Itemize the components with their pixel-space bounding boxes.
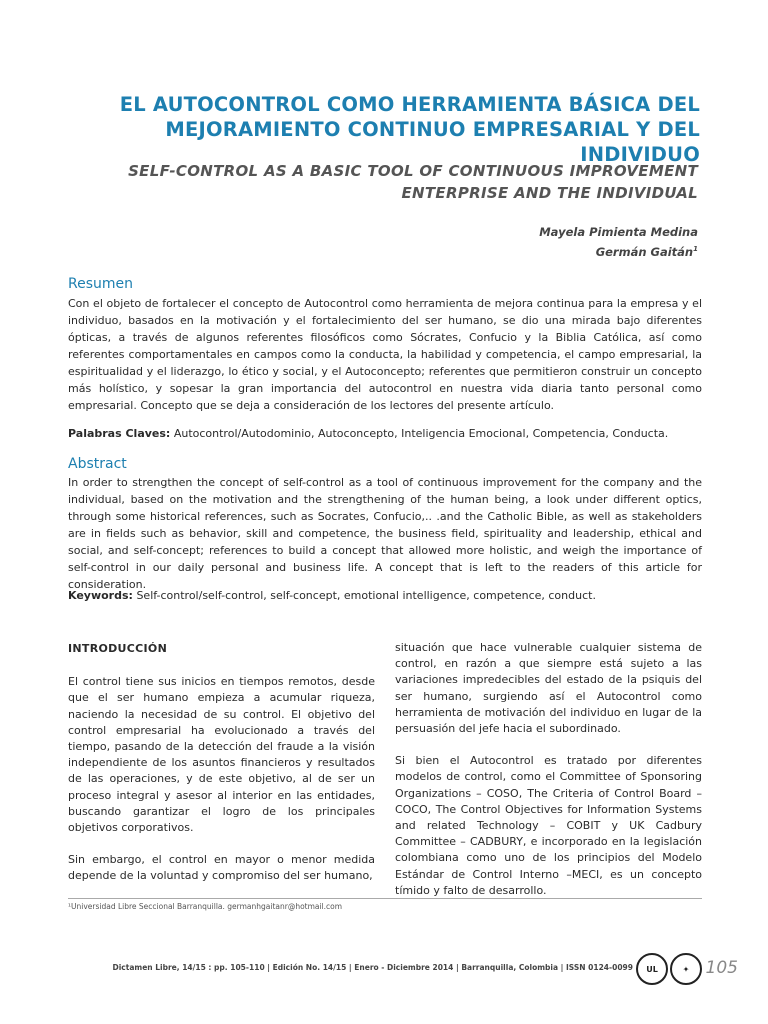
body-left-paragraph-2: Sin embargo, el control en mayor o menor medida depende de la voluntad y compromiso del ser humano, [68,853,375,883]
title-line-2: MEJORAMIENTO CONTINUO EMPRESARIAL Y DEL INDIVIDUO [165,118,700,166]
author-2-footnote-mark: 1 [693,245,698,253]
university-seal-icon: UL [636,953,668,985]
article-title [68,92,700,167]
resumen-text: Con el objeto de fortalecer el concepto de Autocontrol como herramienta de mejora continua para la empresa y el individuo, basados en la motivación y el fortalecimiento del ser humano, se dio una mirada bajo diferentes ópticas, a través de algunos referentes filosóficos como Sócrates, Confucio y la Biblia Católica, así como referentes comportamentales en campos como la conducta, la habilidad y competencia, el campo empresarial, la espiritualidad y el liderazgo, lo ético y social, y el Autoconcepto; referentes que permitieron construir un concepto más holístico, y sopesar la gran importancia del autocontrol en nuestra vida diaria tanto personal como empresarial. Concepto que se deja a consideración de los lectores del presente artículo. [68,297,702,412]
resumen-keywords [68,425,702,442]
abstract-heading: Abstract [68,456,127,472]
author-1: Mayela Pimienta Medina [539,225,698,239]
introduction-heading: INTRODUCCIÓN [68,642,168,655]
authors [539,224,698,261]
page-number: 105 [705,958,738,978]
resumen-keywords-values: Autocontrol/Autodominio, Autoconcepto, Inteligencia Emocional, Competencia, Conducta. [173,427,669,440]
body-right-column [395,640,702,915]
title-line-1: EL AUTOCONTROL COMO HERRAMIENTA BÁSICA DEL [119,93,700,116]
abstract-keywords-label: Keywords: [68,589,133,602]
article-subtitle [80,160,698,204]
body-right-paragraph-2: Si bien el Autocontrol es tratado por diferentes modelos de control, como el Committee of Sponsoring Organizations – COSO, The Criteria of Control Board – COCO, The Control Objectives for Information Systems and related Technology – COBIT y UK Cadbury Committee – CADBURY, e incorporado en la legislación colombiana como uno de los principios del Modelo Estándar de Control Interno –MECI, es un concepto tímido y falto de desarrollo. [395,754,702,897]
resumen-heading: Resumen [68,276,134,292]
author-2 [539,241,698,261]
author-2-name: Germán Gaitán [595,244,694,259]
abstract-keywords-values: Self-control/self-control, self-concept, emotional intelligence, competence, conduct. [136,589,596,602]
body-right-paragraph-1: situación que hace vulnerable cualquier sistema de control, en razón a que siempre está sujeto a las variaciones impredecibles del estado de la psiquis del ser humano, surgiendo así el Autocontrol como herramienta de motivación del individuo en lugar de la persuasión del jefe hacia el subordinado. [395,641,702,736]
body-left-column [68,641,375,901]
footnote: ¹Universidad Libre Seccional Barranquilla. germanhgaitanr@hotmail.com [68,902,343,911]
journal-footer: Dictamen Libre, 14/15 : pp. 105-110 | Edición No. 14/15 | Enero - Diciembre 2014 | Barranquilla, Colombia | ISSN 0124-0099 [112,963,633,972]
subtitle-line-2: ENTERPRISE AND THE INDIVIDUAL [401,184,698,202]
abstract-keywords [68,587,702,604]
abstract-text: In order to strengthen the concept of self-control as a tool of continuous improvement for the company and the individual, based on the motivation and the strengthening of the human being, a look under different optics, through some historical references, such as Socrates, Confucio,.. .and the Catholic Bible, as well as stakeholders are in fields such as behavior, skill and competence, the business field, spirituality and leadership, ethical and social, and self-concept; references to build a concept that allowed more holistic, and weigh the importance of self-control in our daily personal and business life. A concept that is left to the readers of this article for consideration. [68,476,702,591]
crest-icon: ✦ [670,953,702,985]
footnote-rule [68,898,702,899]
subtitle-line-1: SELF-CONTROL AS A BASIC TOOL OF CONTINUOUS IMPROVEMENT [128,162,698,180]
resumen-keywords-label: Palabras Claves: [68,427,171,440]
body-left-paragraph-1: El control tiene sus inicios en tiempos remotos, desde que el ser humano empieza a acumular riqueza, naciendo la necesidad de su control. El objetivo del control empresarial ha evolucionado a través del tiempo, pasando de la detección del fraude a la visión independiente de los asuntos financieros y resultados de las operaciones, y de este objetivo, al de ser un proceso integral y asesor al interior en las entidades, buscando garantizar el logro de los principales objetivos corporativos. [68,675,375,835]
